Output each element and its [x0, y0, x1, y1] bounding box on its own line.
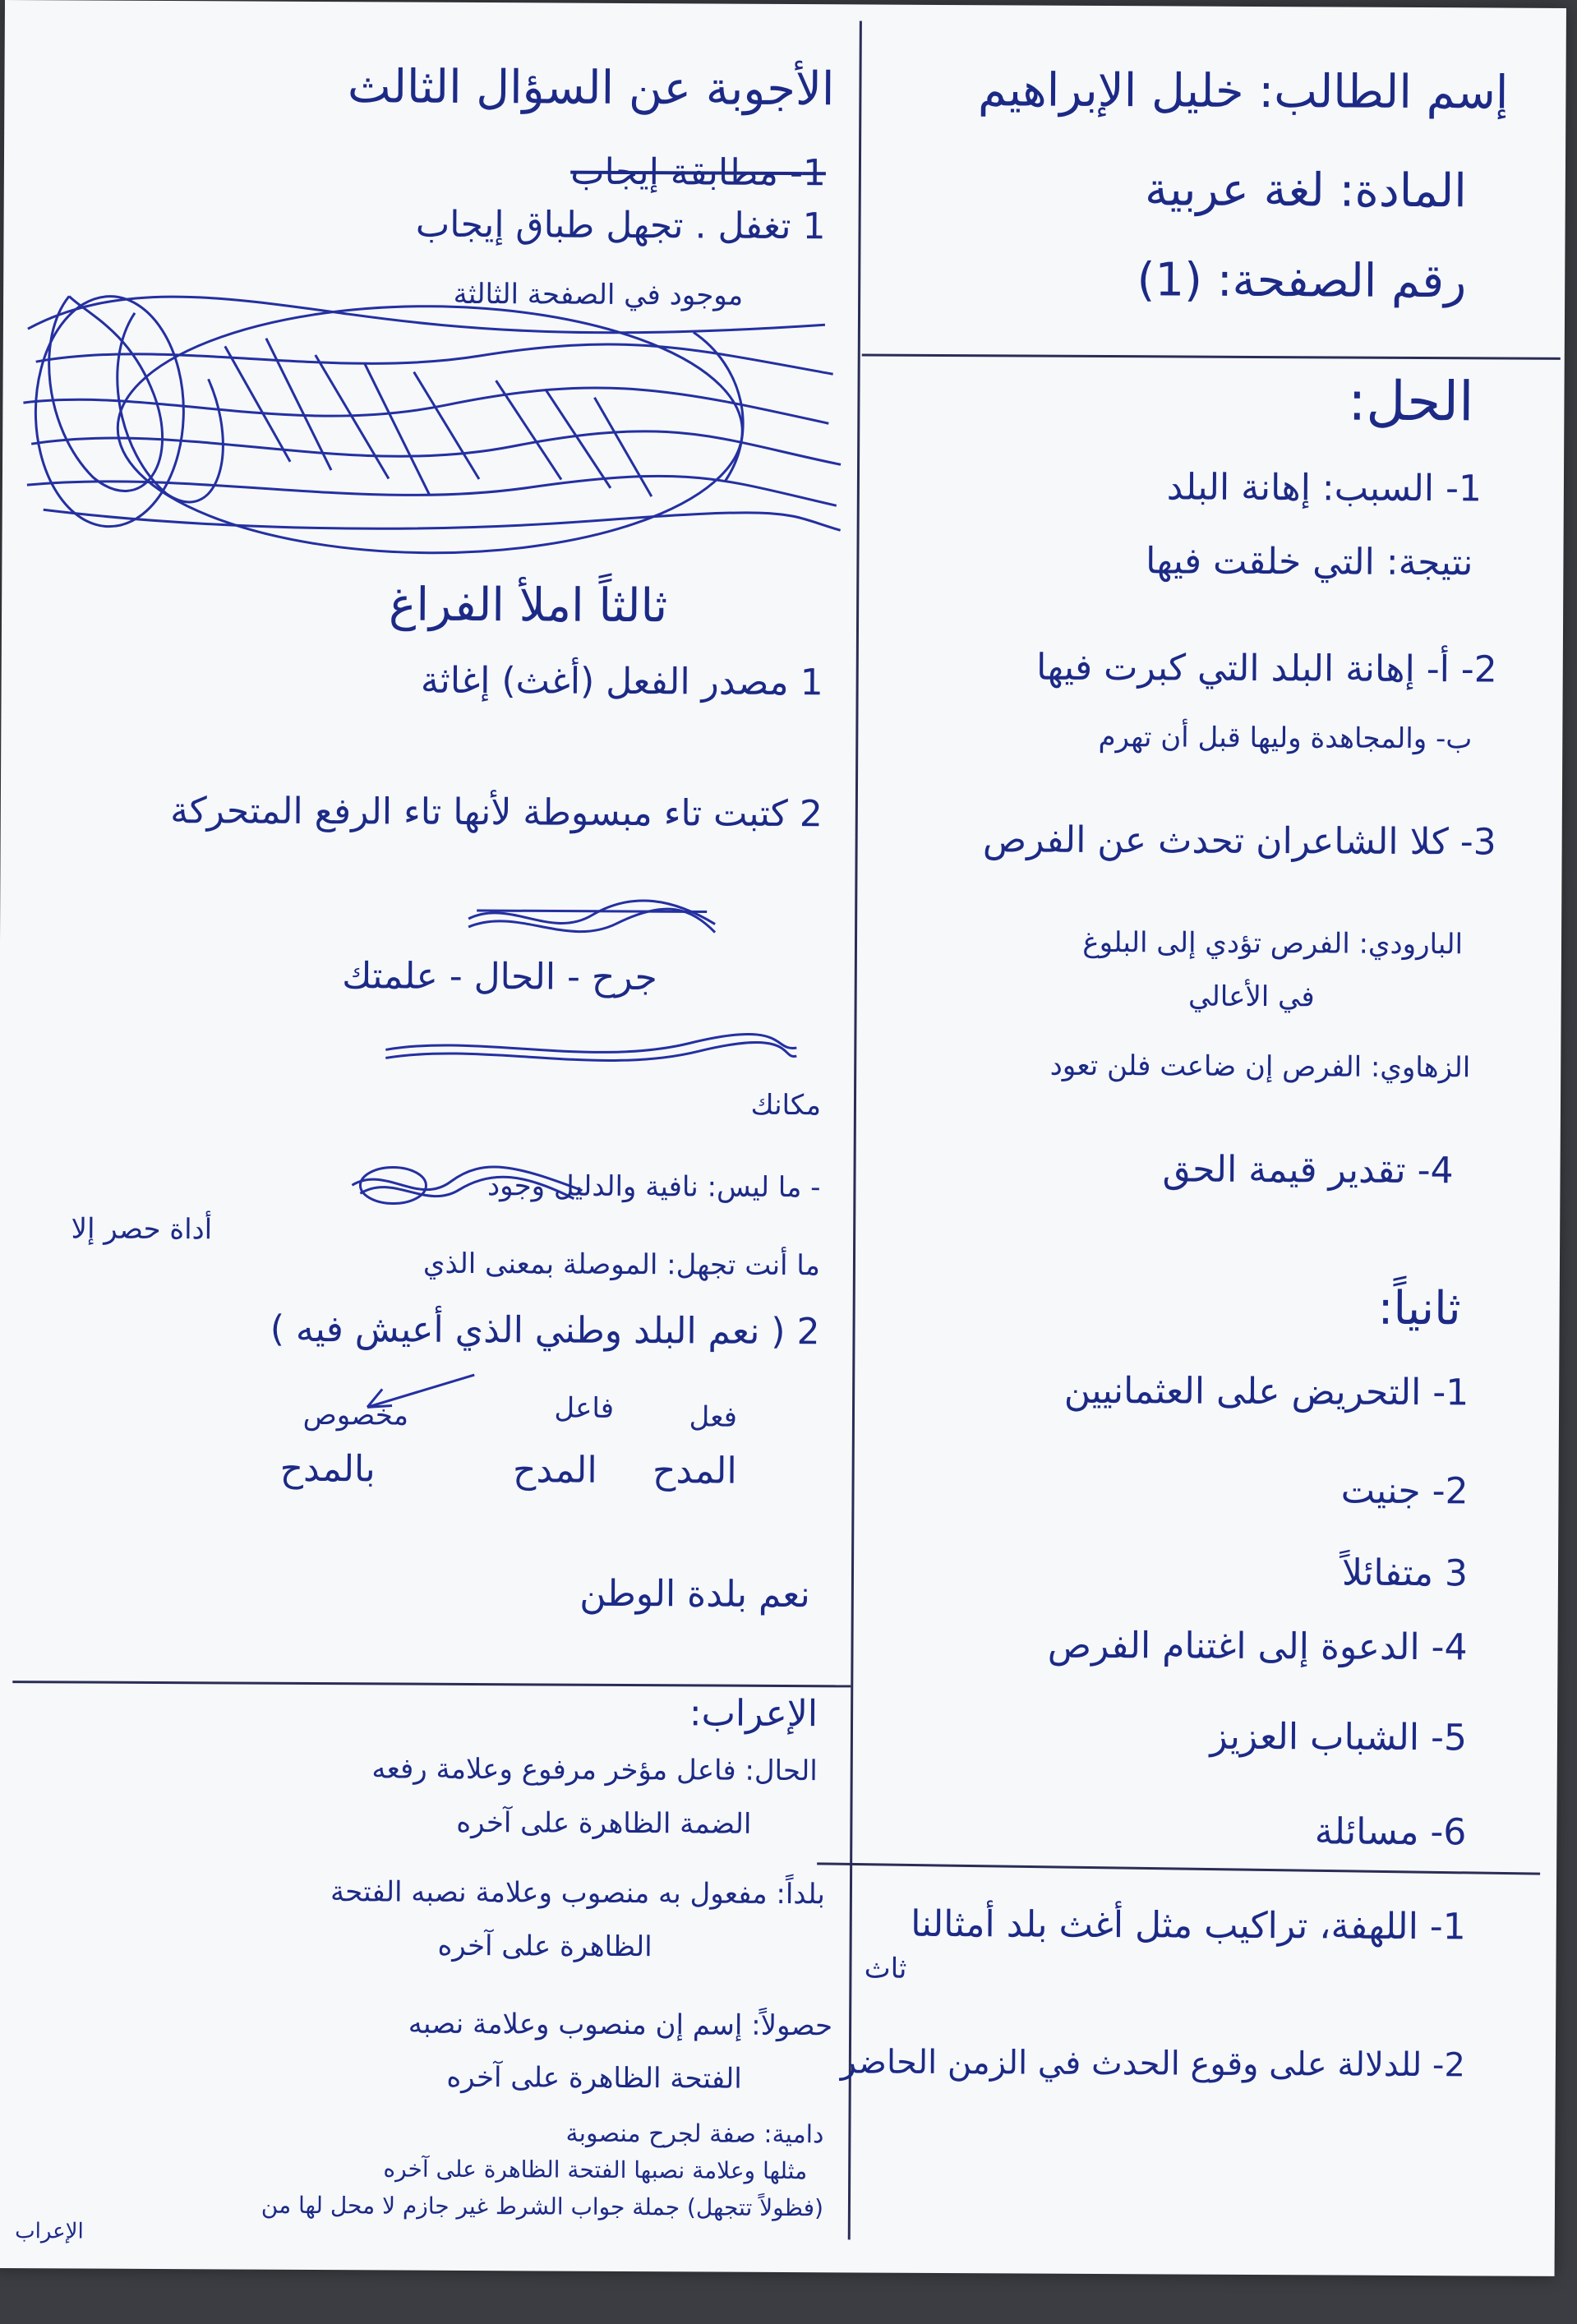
irab-1: الحال: فاعل مؤخر مرفوع وعلامة رفعه — [371, 1752, 818, 1788]
third-item-2: 2- للدلالة على وقوع الحدث في الزمن الحاضر — [840, 2043, 1465, 2085]
question-1-note: موجود في الصفحة الثالثة — [453, 277, 744, 312]
answer-3-zahawi: الزهاوي: الفرص إن ضاعت فلن تعود — [1049, 1049, 1471, 1085]
fill-item-6: 2 ( نعم البلد وطني الذي أعيش فيه ) — [270, 1307, 820, 1353]
second-item-4: 4- الدعوة إلى اغتنام الفرص — [1047, 1624, 1468, 1669]
answer-2b: ب- والمجاهدة وليها قبل أن تهرم — [1098, 720, 1473, 756]
arrow-icon — [359, 1366, 482, 1416]
irab-3b: الفتحة الظاهرة على آخره — [446, 2060, 742, 2096]
answer-2a: 2- أ- إهانة البلد التي كبرت فيها — [1035, 646, 1497, 691]
irab-1b: الضمة الظاهرة على آخره — [456, 1805, 752, 1841]
crossed-out-scribble-2 — [460, 890, 723, 949]
fill-item-5: ما أنت تجهل: الموصلة بمعنى الذي — [422, 1247, 821, 1283]
second-item-6: 6- مسائلة — [1314, 1810, 1467, 1854]
answer-1-cause: 1- السبب: إهانة البلد — [1166, 466, 1482, 510]
irab-title: الإعراب: — [689, 1692, 818, 1736]
second-item-2: 2- جنيت — [1340, 1469, 1469, 1513]
fill-item-7: نعم بلدة الوطن — [579, 1572, 810, 1616]
right-header-divider — [862, 353, 1561, 359]
label-madh-1: المدح — [652, 1450, 737, 1492]
answer-3: 3- كلا الشاعران تحدث عن الفرص — [982, 818, 1496, 864]
irab-4b: مثلها وعلامة نصبها الفتحة الظاهرة على آخره — [383, 2155, 808, 2185]
label-madh-2: المدح — [512, 1449, 597, 1492]
answer-3-barudi-cont: في الأعالي — [1187, 980, 1315, 1014]
irab-4c: (فظولاً تتجهل) جملة جواب الشرط غير جازم لا محل لها من — [261, 2191, 824, 2222]
solution-title: الحل: — [1347, 369, 1474, 434]
left-header: الأجوبة عن السؤال الثالث — [347, 60, 835, 117]
crossed-out-scribble — [18, 263, 850, 571]
answer-1-result: نتيجة: التي خلقت فيها — [1145, 540, 1473, 584]
irab-4: دامية: صفة لجرح منصوبة — [565, 2119, 824, 2150]
second-item-3: 3 متفائلاً — [1341, 1552, 1469, 1595]
fill-item-2: 2 كتبت تاء مبسوطة لأنها تاء الرفع المتحركة — [170, 790, 823, 836]
subject-line: المادة: لغة عربية — [1144, 163, 1467, 219]
fill-item-3b-tail: مكانك — [750, 1088, 822, 1123]
second-item-1: 1- التحريض على العثمانيين — [1063, 1369, 1469, 1414]
third-item-1-note: ثاث — [864, 1952, 907, 1985]
fill-item-4b: أداة حصر إلا — [71, 1212, 213, 1247]
third-item-1: 1- اللهفة، تراكيب مثل أغث بلد أمثالنا — [911, 1902, 1466, 1948]
irab-3: حصولاً: إسم إن منصوب وعلامة نصبه — [408, 2007, 833, 2043]
answer-3-barudi: البارودي: الفرص تؤدي إلى البلوغ — [1082, 925, 1464, 961]
fill-item-4: - ما ليس: نافية والدليل وجود — [486, 1169, 821, 1205]
label-bimadh: بالمدح — [279, 1447, 376, 1491]
irab-2b: الظاهرة على آخره — [437, 1929, 652, 1964]
right-section-divider — [817, 1862, 1540, 1874]
label-fel: فعل — [689, 1400, 738, 1434]
irab-2: بلداً: مفعول به منصوب وعلامة نصبه الفتحة — [330, 1875, 826, 1911]
label-faal: فاعل — [554, 1391, 615, 1425]
second-section-title: ثانياً: — [1377, 1281, 1461, 1336]
question-1-answer: 1 تغفل . تجهل طباق إيجاب — [415, 203, 826, 248]
struck-answer: 1- مطابقة إيجاب — [570, 150, 827, 195]
third-section-title: ثالثاً املأ الفراغ — [388, 578, 668, 634]
column-divider — [848, 21, 862, 2239]
fill-item-3a: جرح - الحال - علمتك — [342, 955, 657, 999]
crossed-out-scribble-3 — [377, 1025, 805, 1077]
fill-item-1: 1 مصدر الفعل (أغث) إغاثة — [420, 659, 823, 704]
irab-4d: الإعراب — [15, 2219, 84, 2244]
answer-4: 4- تقدير قيمة الحق — [1162, 1148, 1454, 1192]
second-item-5: 5- الشباب العزيز — [1210, 1715, 1468, 1759]
label-makhsus: مخصوص — [302, 1398, 409, 1432]
page-number-line: رقم الصفحة: (1) — [1137, 253, 1467, 309]
left-irab-divider — [12, 1681, 851, 1687]
student-name: إسم الطالب: خليل الإبراهيم — [977, 63, 1509, 120]
